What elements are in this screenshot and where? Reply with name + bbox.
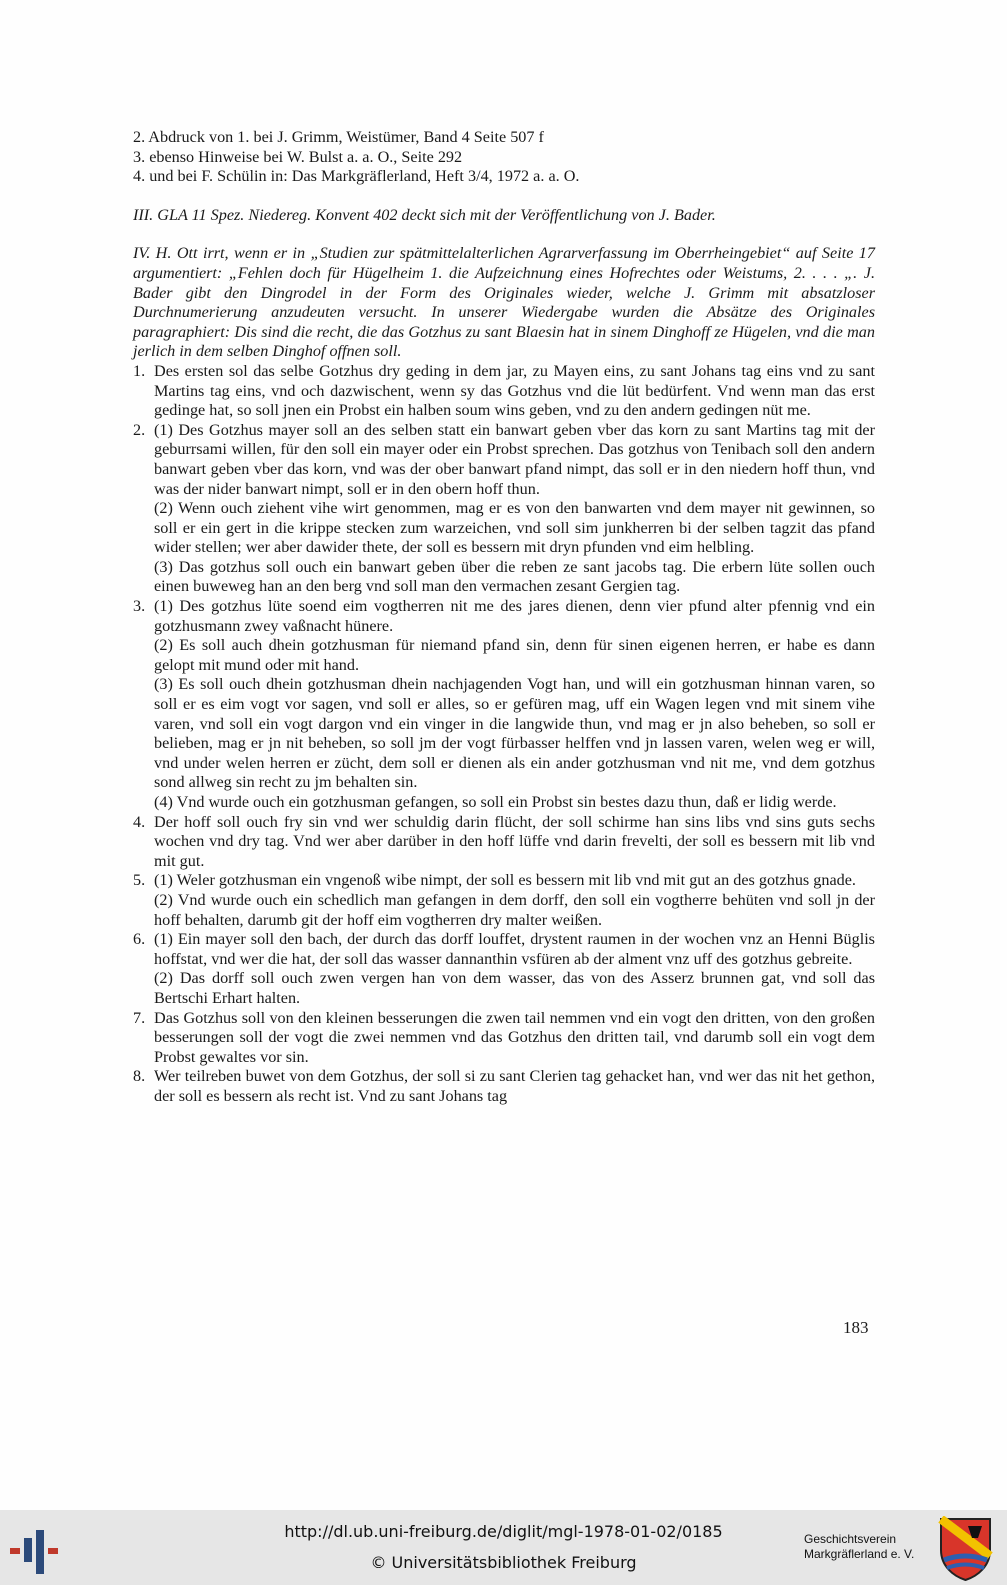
paragraph-text: (2) Vnd wurde ouch ein schedlich man gefangen in dem dorff, den soll ein vogtherre behüten vnd soll jn der hoff behalten, darumb git der hoff eim vogtherren dry malter weißen. — [154, 890, 875, 929]
paragraph-number: 8. — [133, 1067, 146, 1086]
paragraph-text: (1) Ein mayer soll den bach, der durch das dorff louffet, drystent raumen in der wochen vnz an Henni Büglis hoffstat, vnd wer die hat, der soll das wasser dannanthin vsfüren ab der alment vnz uff des gotzhus gebreite. — [154, 930, 875, 968]
reference-line: 3. ebenso Hinweise bei W. Bulst a. a. O., Seite 292 — [133, 147, 463, 166]
page-text — [133, 128, 875, 1107]
paragraph-number: 1. — [133, 361, 146, 380]
association-line: Geschichtsverein — [804, 1532, 897, 1546]
section-iii: III. GLA 11 Spez. Niedereg. Konvent 402 deckt sich mit der Veröffentlichung von J. Bader. — [133, 205, 716, 224]
source-url[interactable]: http://dl.ub.uni-freiburg.de/diglit/mgl-1978-01-02/0185 — [284, 1522, 723, 1541]
paragraph-item — [133, 597, 875, 813]
paragraph-item — [133, 930, 875, 1008]
coat-of-arms-icon — [938, 1516, 993, 1582]
copyright-text: © Universitätsbibliothek Freiburg — [370, 1553, 637, 1572]
paragraph-text: (2) Wenn ouch ziehent vihe wirt genommen, mag er es von den banwarten vnd dem mayer nit gewinnen, so soll er ein gert in die krippe stecken zum warzeichen, vnd soll sim junkherren bi der selben tagzit das pfand wider stellen; wer aber dawider thete, der soll es bessern mit dryn pfunden vnd eim helbling. — [154, 499, 875, 557]
paragraph-text: (3) Es soll ouch dhein gotzhusman dhein nachjagenden Vogt han, und will ein gotzhusman hinnan varen, so soll er es eim vogt vor sagen, vnd soll er alles, so er gefüren mag, uff ein Wagen legen vnd mit sinem vihe varen, vnd soll ein vogt dargon vnd ein vinger in die langwide thun, vnd mag er jn also beheben, so soll er belieben, mag er jn nit beheben, so soll jm der vogt fürbasser helffen vnd jn lassen varen, welen weg er will, vnd under welen herren er zücht, dem soll er dienen als ein ander gotzhusman vnd nit me, vnd dem gotzhus sond allweg sin recht zu jm behalten sin. — [154, 675, 875, 792]
paragraph-text: Des ersten sol das selbe Gotzhus dry geding in dem jar, zu Mayen eins, zu sant Johans tag eins vnd zu sant Martins tag eins, vnd och dazwischent, wenn sy das Gotzhus vnd die lüt bedürfent. Vnd wenn man das erst gedinge hat, so soll jnen ein Probst ein halben soum wins geben, vnd zu den andern gedingen nüt me. — [154, 361, 875, 420]
paragraph-number: 7. — [133, 1008, 146, 1027]
paragraph-item — [133, 813, 875, 872]
paragraph-text: Das Gotzhus soll von den kleinen besserungen die zwen tail nemmen vnd ein vogt den dritten, von den großen besserungen soll der vogt die zwei nemmen vnd das Gotzhus den dritten tail, vnd darumb soll ein vogt dem Probst gewaltes vor sin. — [154, 1008, 875, 1066]
paragraph-number: 5. — [133, 871, 146, 890]
paragraph-text: (2) Das dorff soll ouch zwen vergen han von dem wasser, das von des Asserz brunnen gat, vnd soll das Bertschi Erhart halten. — [154, 969, 875, 1007]
reference-line: 2. Abdruck von 1. bei J. Grimm, Weistümer, Band 4 Seite 507 f — [133, 128, 544, 146]
paragraph-text: Wer teilreben buwet von dem Gotzhus, der soll si zu sant Clerien tag gehacket han, vnd wer das nit het gethon, der soll es bessern als recht ist. Vnd zu sant Johans tag — [154, 1067, 875, 1105]
footer-bar — [0, 1510, 1007, 1585]
page-number: 183 — [843, 1318, 869, 1337]
association-line: Markgräflerland e. V. — [804, 1547, 915, 1561]
paragraph-text: (1) Des Gotzhus mayer soll an des selben statt ein banwart geben vber das korn zu sant Martins tag mit der geburrsami willen, für den soll ein mayer oder ein Probst sprechen. Das gotzhus von Tenibach soll den andern banwart geben vber das korn, vnd was der ober banwart pfand nimpt, das soll er in den niedern hoff thun, vnd was der nider banwart nimpt, soll er in den obern hoff thun. — [154, 420, 875, 498]
paragraph-number: 2. — [133, 420, 146, 439]
paragraph-number: 6. — [133, 930, 146, 949]
paragraph-item — [133, 1067, 875, 1106]
paragraph-number: 3. — [133, 597, 146, 616]
paragraph-item — [133, 1009, 875, 1068]
paragraph-text: (3) Das gotzhus soll ouch ein banwart geben über die reben ze sant jacobs tag. Die erbern lüte sollen ouch einen buweweg han an den berg vnd soll man den vermachen zesant Gergien tag. — [154, 557, 875, 596]
paragraph-text: (1) Des gotzhus lüte soend eim vogtherren nit me des jares dienen, denn vier pfund alter pfennig vnd ein gotzhusmann zwey vaßnacht hünere. — [154, 597, 875, 635]
paragraph-item — [133, 871, 875, 930]
paragraph-text: (1) Weler gotzhusman ein vngenoß wibe nimpt, der soll es bessern mit lib vnd mit gut an des gotzhus gnade. — [154, 871, 856, 890]
paragraph-text: Der hoff soll ouch fry sin vnd wer schuldig darin flücht, der soll schirme han sins libs vnd sins guts sechs wochen vnd dry tag. Vnd wer aber darüber in den hoff lüffe vnd darin frevelti, der soll es bessern mit lib vnd mit gut. — [154, 812, 875, 870]
association-name — [804, 1532, 934, 1562]
paragraph-number: 4. — [133, 812, 146, 831]
reference-line: 4. und bei F. Schülin in: Das Markgräflerland, Heft 3/4, 1972 a. a. O. — [133, 167, 580, 186]
section-iv: IV. H. Ott irrt, wenn er in „Studien zur spätmittelalterlichen Agrarverfassung im Oberrheingebiet“ auf Seite 17 argumentiert: „Fehlen doch für Hügelheim 1. die Aufzeichnung eines Hofrechtes oder Weistums, 2. . . . „. J. Bader gibt den Dingrodel in der Form des Originales wieder, welche J. Grimm mit absatzloser Durchnumerierung anzudeuten versucht. In unserer Wiedergabe wurden die Absätze des Originales paragraphiert: Dis sind die recht, die das Gotzhus zu sant Blaesin hat in sinem Dinghoff ze Hügelen, vnd die man jerlich in dem selben Dinghof offnen soll. — [133, 244, 875, 361]
paragraph-text: (4) Vnd wurde ouch ein gotzhusman gefangen, so soll ein Probst sin bestes dazu thun, daß er lidig werde. — [154, 793, 837, 811]
paragraph-item — [133, 362, 875, 421]
paragraph-text: (2) Es soll auch dhein gotzhusman für niemand pfand sin, denn für sinen eigenen herren, er habe es dann gelopt mit mund oder mit hand. — [154, 636, 875, 674]
paragraph-item — [133, 421, 875, 597]
